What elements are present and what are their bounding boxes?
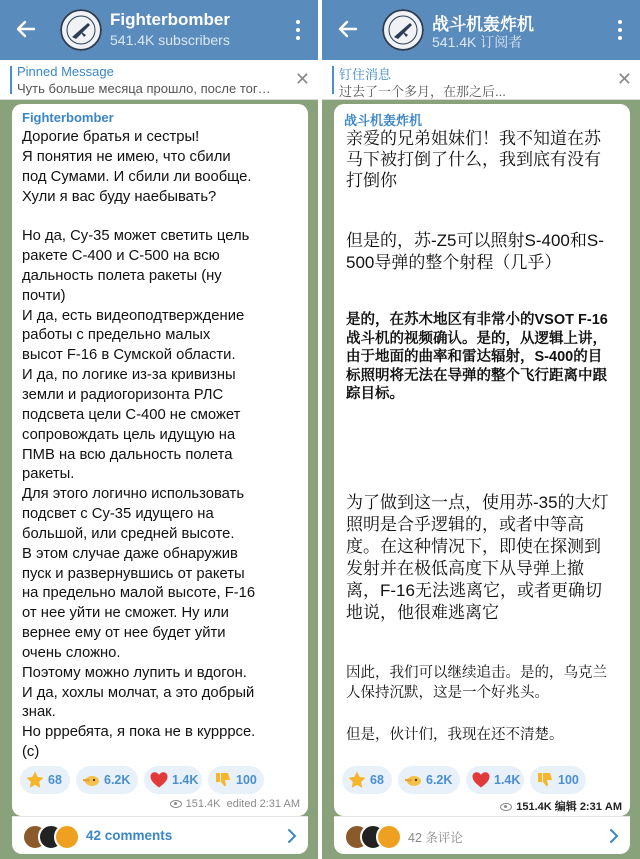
- reaction-thumbs-down[interactable]: 100: [530, 766, 586, 794]
- more-menu-icon[interactable]: [288, 18, 308, 42]
- chinese-screenshot-panel: [322, 0, 640, 859]
- reaction-thumbs-down[interactable]: 100: [208, 766, 264, 794]
- close-icon[interactable]: ✕: [294, 69, 310, 89]
- comments-count: 42 comments: [86, 828, 173, 843]
- star-emoji-icon: [25, 770, 45, 790]
- message-author[interactable]: Fighterbomber: [22, 110, 114, 125]
- channel-title[interactable]: Fighterbomber: [110, 10, 230, 29]
- commenter-avatars: [22, 824, 88, 850]
- channel-avatar[interactable]: [60, 9, 102, 51]
- avatar: [54, 824, 80, 850]
- channel-title[interactable]: 战斗机轰炸机: [432, 15, 534, 34]
- close-icon[interactable]: ✕: [616, 69, 632, 89]
- message-meta: [170, 798, 300, 810]
- pinned-text: Чуть больше месяца прошло, после тог…: [17, 81, 271, 96]
- pinned-title: 钉住消息: [339, 67, 392, 82]
- subscriber-count: 541.4K subscribers: [110, 32, 230, 48]
- pinned-accent-bar: [10, 66, 12, 94]
- pinned-message-bar[interactable]: [322, 60, 640, 100]
- message-paragraph: 但是的，苏-Z5可以照射S-400和S-500导弹的整个射程（几乎）: [346, 231, 604, 272]
- comments-bar[interactable]: [12, 816, 308, 854]
- reaction-heart[interactable]: 1.4K: [144, 766, 202, 794]
- message-paragraph: 亲爱的兄弟姐妹们！我不知道在苏马下被打倒了什么，我到底有没有打倒你: [346, 129, 601, 190]
- more-menu-icon[interactable]: [610, 18, 630, 42]
- message-meta: [500, 798, 622, 814]
- views-and-edited: 151.4K 编辑 2:31 AM: [516, 801, 622, 813]
- chat-header: [0, 0, 318, 60]
- pinned-accent-bar: [332, 66, 334, 94]
- pinned-message-bar[interactable]: [0, 60, 318, 100]
- star-emoji-icon: [347, 770, 367, 790]
- views-eye-icon: [170, 800, 182, 808]
- message-bubble: [334, 104, 630, 816]
- reaction-heart[interactable]: 1.4K: [466, 766, 524, 794]
- back-arrow-icon[interactable]: [336, 17, 360, 41]
- message-paragraph: 因此，我们可以继续追击。是的，乌克兰人保持沉默，这是一个好兆头。: [346, 665, 607, 701]
- message-text: Дорогие братья и сестры! Я понятия не имею, что сбили под Сумами. И сбили ли вообще. Хули я вас буду наебывать? Но да, Су-35 может светить цель ракете С-400 и С-500 на всю дальность полета ракеты (ну почти) И да, есть видеоподтверждение работы с предельно малых высот F-16 в Сумской области. И да, по логике из-за кривизны земли и радиогоризонта РЛС подсвета цели С-400 не сможет сопровождать цель идущую на ПМВ на всю дальность полета ракеты. Для этого логично использовать подсвет с Су-35 идущего на большой, или средней высоте. В этом случае даже обнаружив пуск и развернувшись от ракеты на предельно малой высоте, F-16 от нее уйти не сможет. Ну или вернее ему от нее будет уйти очень сложно. Поэтому можно лупить и вдогон. И да, хохлы молчат, а это добрый знак. Но ррребята, я пока не в курррсе. (с): [22, 129, 256, 761]
- message-paragraph: 但是，伙计们，我现在还不清楚。: [346, 727, 564, 743]
- chevron-right-icon: [608, 827, 620, 845]
- message-bubble: [12, 104, 308, 816]
- chat-header: [322, 0, 640, 60]
- pinned-title: Pinned Message: [17, 64, 114, 79]
- reaction-star[interactable]: 68: [342, 766, 392, 794]
- pinned-text: 过去了一个多月，在那之后...: [339, 84, 506, 99]
- reaction-thinking[interactable]: 6.2K: [76, 766, 138, 794]
- thinking-emoji-icon: [81, 770, 101, 790]
- russian-screenshot-panel: [0, 0, 318, 859]
- reaction-star[interactable]: 68: [20, 766, 70, 794]
- heart-emoji-icon: [471, 770, 491, 790]
- avatar: [376, 824, 402, 850]
- comments-count: 42 条评论: [408, 831, 463, 845]
- reaction-thinking[interactable]: 6.2K: [398, 766, 460, 794]
- commenter-avatars: [344, 824, 410, 850]
- views-eye-icon: [500, 803, 512, 811]
- view-count: 151.4K: [185, 798, 221, 810]
- thinking-emoji-icon: [403, 770, 423, 790]
- heart-emoji-icon: [149, 770, 169, 790]
- thumbs-down-emoji-icon: [213, 770, 233, 790]
- edited-time: edited 2:31 AM: [226, 798, 300, 810]
- message-paragraph: 为了做到这一点，使用苏-35的大灯照明是合乎逻辑的，或者中等高度。在这种情况下，即使在探测到发射并在极低高度下从导弹上撤离，F-16无法逃离它，或者更确切地说，他很难逃离它: [346, 493, 609, 622]
- back-arrow-icon[interactable]: [14, 17, 38, 41]
- chevron-right-icon: [286, 827, 298, 845]
- subscriber-count: 541.4K 订阅者: [432, 34, 523, 50]
- thumbs-down-emoji-icon: [535, 770, 555, 790]
- message-paragraph: 是的，在苏木地区有非常小的VSOT F-16战斗机的视频确认。是的，从逻辑上讲，由于地面的曲率和雷达辐射，S-400的目标照明将无法在导弹的整个飞行距离中跟踪目标。: [346, 312, 608, 402]
- comments-bar[interactable]: [334, 816, 630, 854]
- channel-avatar[interactable]: [382, 9, 424, 51]
- message-author[interactable]: 战斗机轰炸机: [344, 113, 423, 128]
